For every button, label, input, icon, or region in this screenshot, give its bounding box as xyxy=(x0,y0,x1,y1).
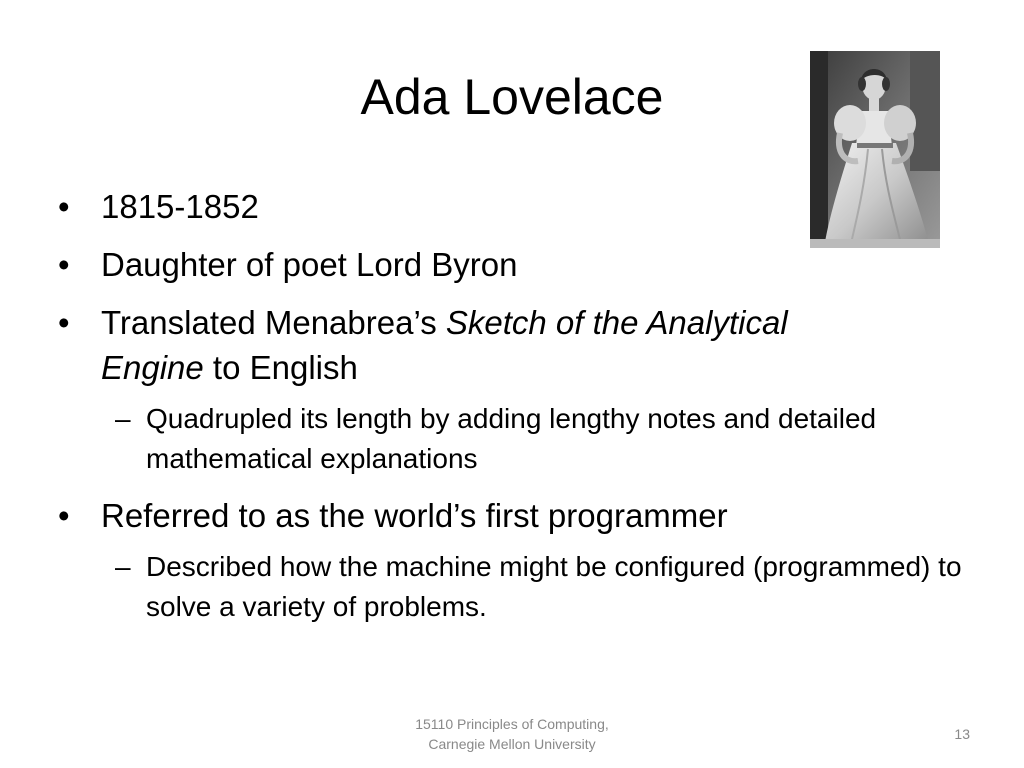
footer-line-1: 15110 Principles of Computing, xyxy=(415,716,609,732)
slide-title: Ada Lovelace xyxy=(360,69,664,125)
page-number: 13 xyxy=(954,726,970,742)
sub-bullet-text: Quadrupled its length by adding lengthy notes and detailed mathematical explanations xyxy=(146,403,877,474)
bullet-icon: • xyxy=(58,497,70,534)
bullet-text: Daughter of poet Lord Byron xyxy=(101,246,518,283)
book-title-part2: Engine xyxy=(101,349,204,386)
bullet-item xyxy=(58,300,978,390)
bullet-icon: • xyxy=(58,304,70,341)
bullet-text: Translated Menabrea’s xyxy=(101,304,446,341)
bullet-icon: • xyxy=(58,188,70,225)
dash-icon: – xyxy=(115,403,131,434)
bullet-item xyxy=(58,493,978,538)
bullet-item xyxy=(58,242,978,287)
bullet-text: Referred to as the world’s first programmer xyxy=(101,497,728,534)
book-title-part1: Sketch of the Analytical xyxy=(445,304,788,341)
sub-bullet-text: Described how the machine might be configured (programmed) to solve a variety of problems. xyxy=(146,551,962,622)
footer-text xyxy=(362,714,662,754)
dash-icon: – xyxy=(115,551,131,582)
bullet-icon: • xyxy=(58,246,70,283)
sub-bullet-item xyxy=(58,547,978,627)
bullet-list xyxy=(58,184,978,641)
footer-line-2: Carnegie Mellon University xyxy=(428,736,596,752)
sub-bullet-item xyxy=(58,399,978,479)
bullet-text: 1815-1852 xyxy=(101,188,259,225)
bullet-text-tail: to English xyxy=(203,349,358,386)
bullet-item xyxy=(58,184,978,229)
